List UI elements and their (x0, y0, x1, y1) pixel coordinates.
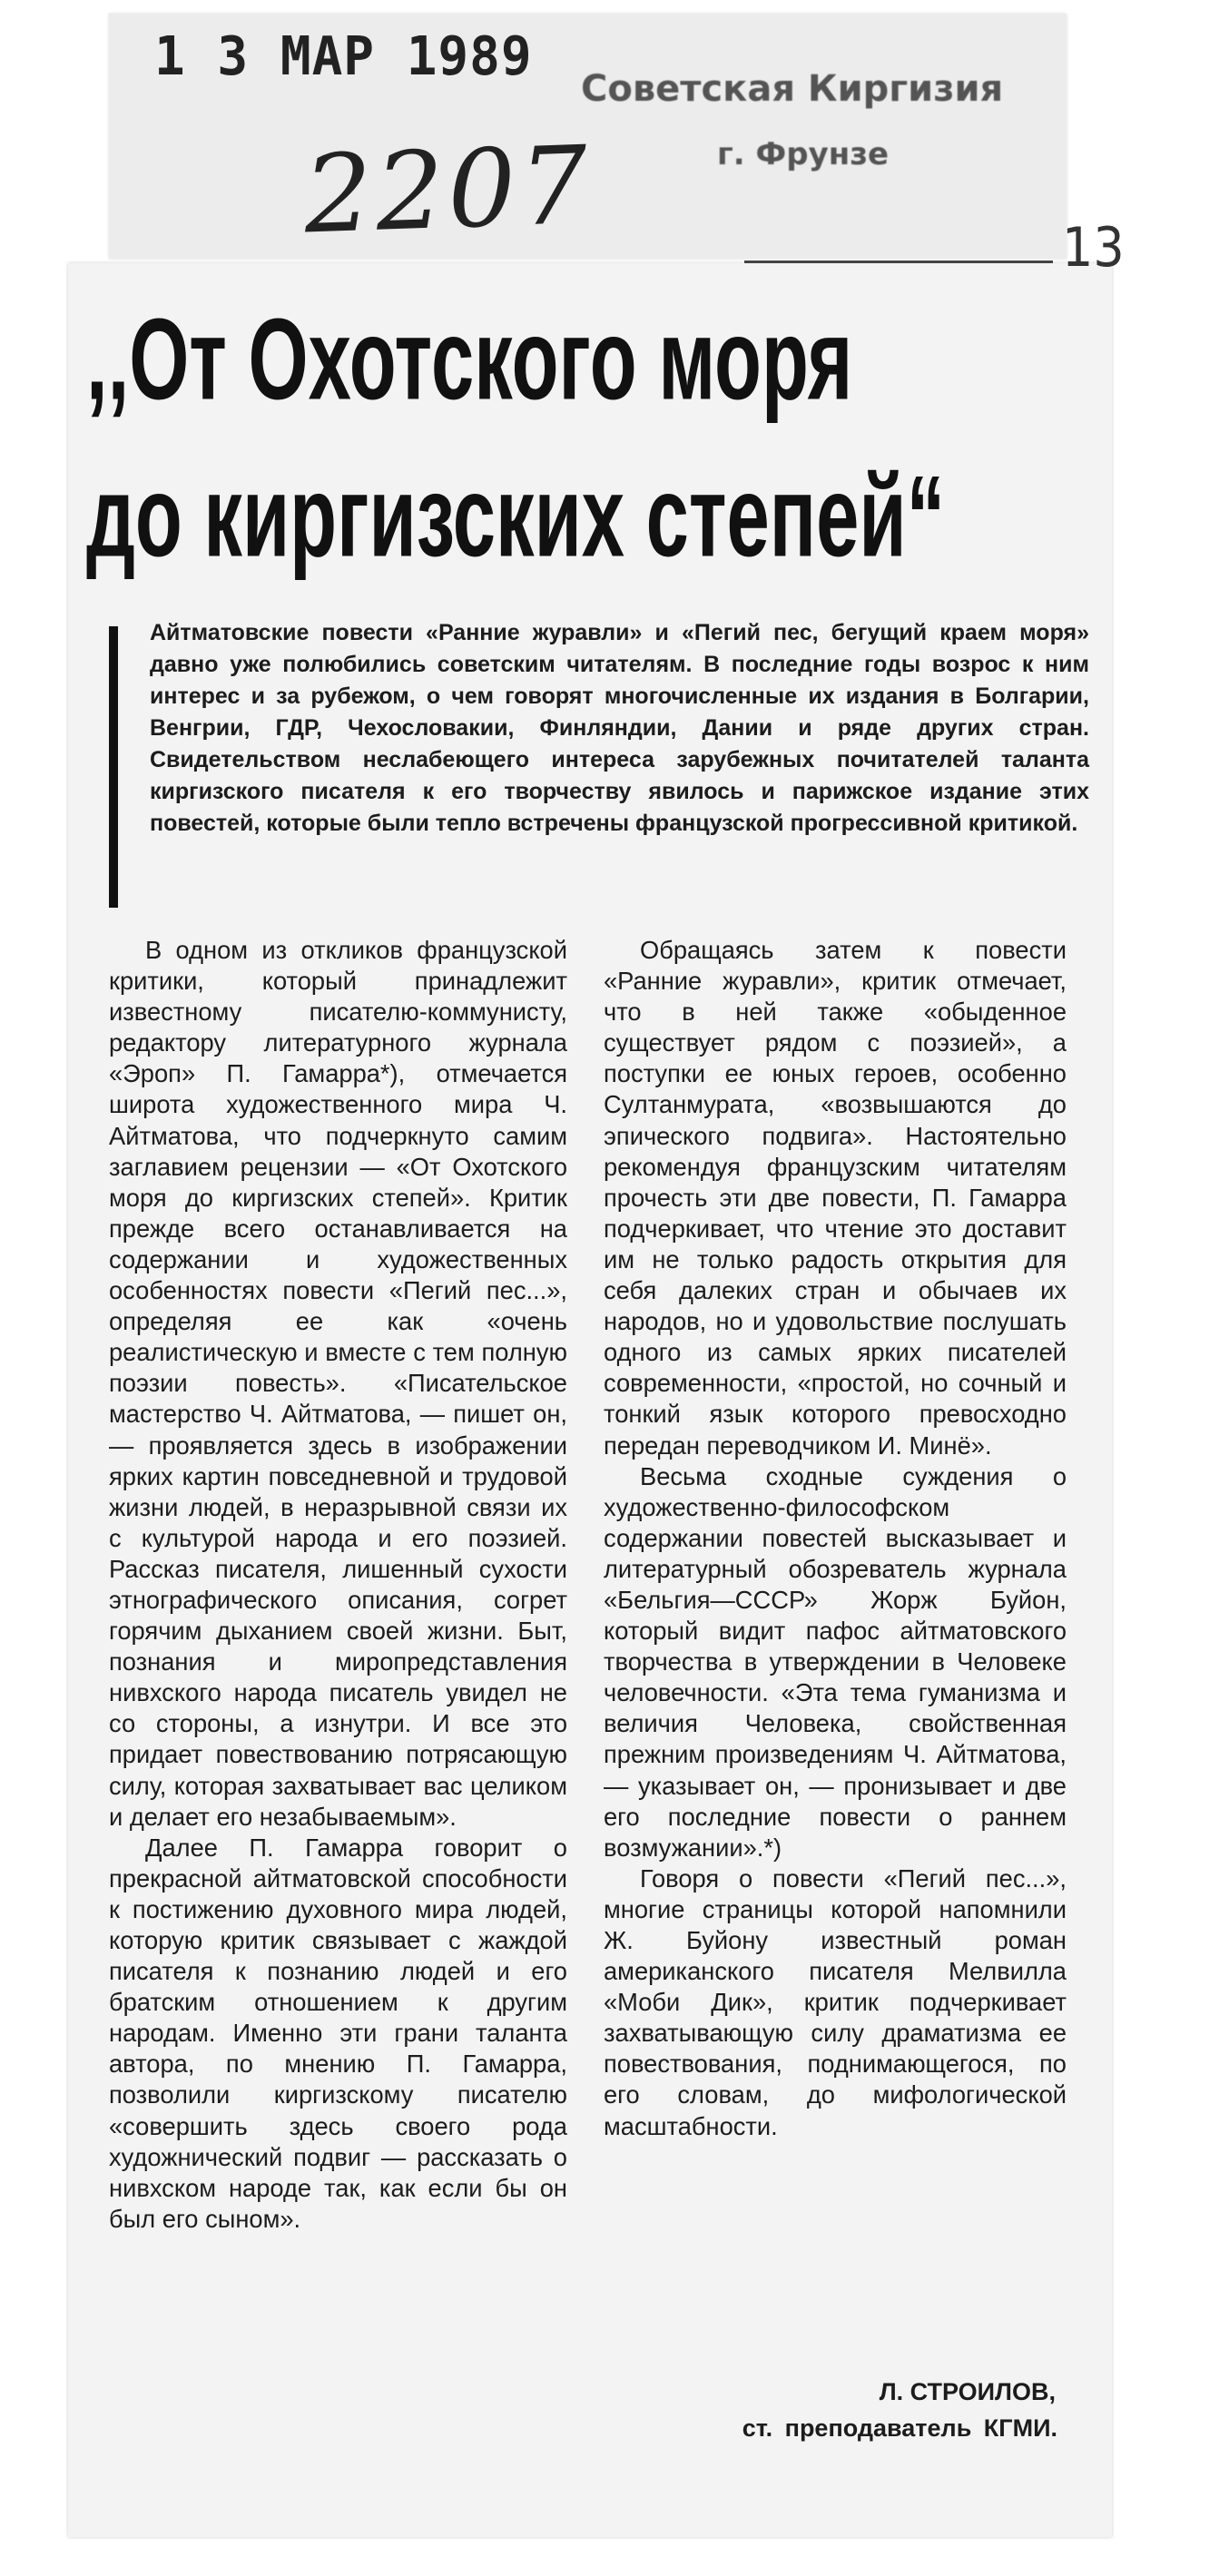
headline-line-2: до киргизских степей“ (86, 451, 946, 582)
paragraph: Далее П. Гамарра говорит о прекрасной айтматовской способности к постижению духовного мира людей, которую критик связывает с жаждой писателя к познанию людей и его братским отношением к другим народам. Именно эти грани таланта автора, по мнению П. Гамарра, позволили киргизскому писателю «совершить здесь своего рода художнический подвиг — рассказать о нивхском народе так, как если бы он был его сыном». (109, 1833, 567, 2233)
paragraph: Обращаясь затем к повести «Ранние журавли», критик отмечает, что в ней также «обыденное существует рядом с поэзией», а поступки ее юных героев, особенно Султанмурата, «возвышаются до эпического подвига». Настоятельно рекомендуя французским читателям прочесть эти две повести, П. Гамарра подчеркивает, что чтение это доставит им не только радость открытия для себя далеких стран и обычаев их народов, но и удовольствие послушать одного из самых ярких писателей современности, «простой, но сочный и тонкий язык которого превосходно передан переводчиком И. Минё». (604, 936, 1067, 1460)
article-column-right (604, 935, 1067, 2142)
author-title: ст. преподаватель КГМИ. (742, 2414, 1057, 2442)
article-headline (86, 281, 946, 595)
paragraph: В одном из откликов французской критики, который принадлежит известному писателю-коммунисту, редактору литературного журнала «Эроп» П. Гамарра*), отмечается широта художественного мира Ч. Айтматова, что подчеркнуто самим заглавием рецензии — «От Охотского моря до киргизских степей». Критик прежде всего останавливается на содержании и художественных особенностях повести «Пегий пес...», определяя ее как «очень реалистическую и вместе с тем полную поэзии повесть». «Писательское мастерство Ч. Айтматова, — пишет он, — проявляется здесь в изображении ярких картин повседневной и трудовой жизни людей, в неразрывной связи их с культурой народа и его поэзией. Рассказ писателя, лишенный сухости этнографического описания, согрет горячим дыханием своей жизни. Быт, познания и миропредставления нивхского народа писатель увидел не со стороны, а изнутри. И все это придает повествованию потрясающую силу, которая захватывает вас целиком и делает его незабываемым». (109, 936, 567, 1831)
lead-marker-bar (109, 626, 118, 908)
top-rule-divider (744, 261, 1053, 263)
stamp-source-newspaper: Советская Киргизия (581, 68, 1004, 110)
article-lead: Айтматовские повести «Ранние журавли» и «Пегий пес, бегущий краем моря» давно уже полюбились советским читателям. В последние годы возрос к ним интерес и за рубежом, о чем говорят многочисленные их издания в Болгарии, Венгрии, ГДР, Чехословакии, Финляндии, Дании и ряде других стран. Свидетельством неслабеющего интереса зарубежных почитателей таланта киргизского писателя к его творчеству явилось и парижское издание этих повестей, которые были тепло встречены французской прогрессивной критикой. (150, 620, 1089, 836)
author-name: Л. СТРОИЛОВ, (879, 2378, 1056, 2405)
page-number: 13 (1062, 216, 1125, 280)
paragraph: Говоря о повести «Пегий пес...», многие страницы которой напомнили Ж. Буйону известный роман американского писателя Мелвилла «Моби Дик», критик подчеркивает захватывающую силу драматизма ее повествования, поднимающегося, по его словам, до мифологической масштабности. (604, 1863, 1067, 2140)
stamp-date: 1 3 МАР 1989 (154, 25, 533, 88)
author-signature (604, 2374, 1067, 2446)
stamp-city: г. Фрунзе (717, 136, 890, 172)
paragraph: Весьма сходные суждения о художественно-философском содержании повестей высказывает и литературный обозреватель журнала «Бельгия—СССР» Жорж Буйон, который видит пафос айтматовского творчества в утверждении в Человеке человечности. «Эта тема гуманизма и величия Человека, свойственная прежним произведениям Ч. Айтматова, — указывает он, — пронизывает и две его последние повести о раннем возмужании».*) (604, 1461, 1067, 1862)
handwritten-number: 2207 (301, 122, 594, 258)
headline-line-1: ,,От Охотского моря (86, 295, 853, 425)
article-column-left (109, 935, 567, 2235)
